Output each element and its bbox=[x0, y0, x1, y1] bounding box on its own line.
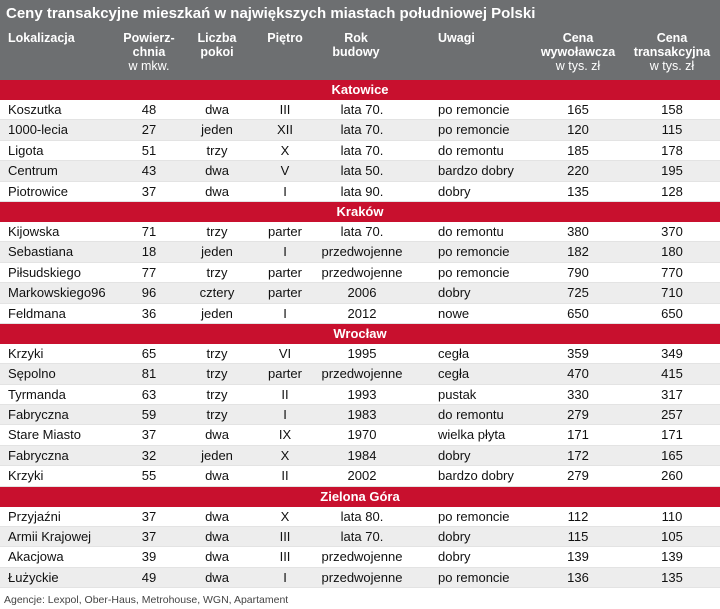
table-cell: 139 bbox=[661, 549, 683, 565]
table-cell: dobry bbox=[438, 285, 471, 301]
table-cell: nowe bbox=[438, 305, 470, 321]
table-cell: 37 bbox=[141, 183, 157, 199]
table-cell: 96 bbox=[141, 285, 157, 301]
table-cell: po remoncie bbox=[438, 102, 510, 117]
table-row bbox=[0, 568, 720, 588]
column-header bbox=[267, 31, 302, 45]
table-cell: przedwojenne bbox=[321, 264, 403, 280]
table-cell: 349 bbox=[661, 345, 683, 361]
table-cell: 105 bbox=[661, 529, 683, 545]
table-cell: lata 50. bbox=[340, 163, 384, 179]
table-cell: 370 bbox=[661, 223, 683, 239]
table-cell: 139 bbox=[567, 549, 589, 565]
table-cell: Armii Krajowej bbox=[8, 529, 92, 545]
table-cell: 1984 bbox=[347, 447, 377, 463]
table-cell: trzy bbox=[206, 407, 228, 423]
table-cell: 257 bbox=[661, 407, 683, 423]
table-cell: 330 bbox=[567, 386, 589, 402]
table-cell: do remontu bbox=[438, 142, 504, 158]
table-cell: 49 bbox=[141, 569, 157, 585]
table-cell: jeden bbox=[201, 122, 233, 138]
column-header bbox=[438, 31, 475, 45]
table-row bbox=[0, 263, 720, 283]
table-cell: 790 bbox=[567, 264, 589, 280]
table-row bbox=[0, 364, 720, 384]
table-row bbox=[0, 466, 720, 486]
table-cell: 112 bbox=[567, 508, 589, 524]
table-cell: cegła bbox=[438, 366, 470, 382]
column-header-line: Cena bbox=[656, 31, 688, 45]
table-cell: 1983 bbox=[347, 407, 377, 423]
table-cell: 171 bbox=[567, 427, 589, 443]
table-cell: I bbox=[283, 569, 287, 585]
table-cell: III bbox=[279, 529, 291, 545]
table-cell: 172 bbox=[567, 447, 589, 463]
table-cell: 725 bbox=[567, 285, 589, 301]
table-cell: przedwojenne bbox=[321, 244, 403, 260]
table-cell: 136 bbox=[567, 569, 589, 585]
table-cell: cztery bbox=[199, 285, 235, 301]
section-header: Zielona Góra bbox=[0, 487, 720, 507]
column-header bbox=[541, 31, 615, 73]
table-cell: przedwojenne bbox=[321, 569, 403, 585]
table-cell: II bbox=[281, 468, 289, 484]
table-cell: IX bbox=[278, 427, 292, 443]
column-header-line: chnia bbox=[132, 45, 166, 59]
table-row bbox=[0, 304, 720, 324]
table-row bbox=[0, 527, 720, 547]
table-cell: przedwojenne bbox=[321, 366, 403, 382]
table-cell: Koszutka bbox=[8, 102, 62, 117]
column-header-line: Cena bbox=[562, 31, 594, 45]
table-cell: trzy bbox=[206, 142, 228, 158]
table-body bbox=[0, 80, 720, 588]
table-cell: 710 bbox=[661, 285, 683, 301]
chart-title: Ceny transakcyjne mieszkań w największych miastach południowej Polski bbox=[0, 0, 720, 28]
column-header-line: Rok bbox=[344, 31, 368, 45]
table-cell: XII bbox=[277, 122, 293, 138]
table-cell: Sebastiana bbox=[8, 244, 74, 260]
table-cell: 171 bbox=[661, 427, 683, 443]
column-header bbox=[332, 31, 379, 59]
column-header-line: Uwagi bbox=[438, 31, 475, 45]
table-cell: Krzyki bbox=[8, 345, 44, 361]
table-cell: 1000-lecia bbox=[8, 122, 68, 138]
column-header-line: wywoławcza bbox=[540, 45, 616, 59]
table-cell: 2012 bbox=[347, 305, 377, 321]
column-header-unit: w mkw. bbox=[128, 59, 170, 73]
column-header bbox=[8, 31, 75, 45]
table-cell: dobry bbox=[438, 549, 471, 565]
table-cell: Kijowska bbox=[8, 223, 60, 239]
table-cell: Przyjaźni bbox=[8, 508, 61, 524]
table-cell: 63 bbox=[141, 386, 157, 402]
table-cell: V bbox=[280, 163, 290, 179]
table-cell: 1970 bbox=[347, 427, 377, 443]
table-row bbox=[0, 507, 720, 527]
table-cell: 59 bbox=[141, 407, 157, 423]
table-cell: 128 bbox=[661, 183, 683, 199]
table-row bbox=[0, 141, 720, 161]
table-cell: trzy bbox=[206, 386, 228, 402]
section-header: Katowice bbox=[0, 80, 720, 100]
table-cell: I bbox=[283, 305, 287, 321]
table-cell: I bbox=[283, 244, 287, 260]
table-row bbox=[0, 344, 720, 364]
table-cell: 220 bbox=[567, 163, 589, 179]
table-cell: dobry bbox=[438, 183, 471, 199]
column-header-unit: w tys. zł bbox=[649, 59, 695, 73]
column-header-line: budowy bbox=[332, 45, 380, 59]
table-cell: 1995 bbox=[347, 345, 377, 361]
table-cell: trzy bbox=[206, 366, 228, 382]
table-cell: do remontu bbox=[438, 223, 504, 239]
table-cell: Feldmana bbox=[8, 305, 66, 321]
column-header bbox=[123, 31, 174, 73]
table-cell: 165 bbox=[567, 102, 589, 117]
column-header-line: Powierz- bbox=[123, 31, 175, 45]
table-cell: 48 bbox=[141, 102, 157, 117]
table-cell: jeden bbox=[201, 244, 233, 260]
column-header-unit: w tys. zł bbox=[555, 59, 601, 73]
table-cell: 650 bbox=[567, 305, 589, 321]
table-cell: lata 70. bbox=[340, 223, 384, 239]
table-cell: 55 bbox=[141, 468, 157, 484]
table-cell: Fabryczna bbox=[8, 447, 69, 463]
table-cell: parter bbox=[268, 366, 302, 382]
column-header bbox=[198, 31, 237, 59]
table-cell: bardzo dobry bbox=[438, 163, 514, 179]
table-cell: dobry bbox=[438, 447, 471, 463]
column-header-line: transakcyjna bbox=[633, 45, 711, 59]
table-cell: III bbox=[279, 549, 291, 565]
table-cell: przedwojenne bbox=[321, 549, 403, 565]
table-cell: parter bbox=[268, 285, 302, 301]
table-cell: po remoncie bbox=[438, 122, 510, 138]
column-header bbox=[634, 31, 710, 73]
table-cell: 2006 bbox=[347, 285, 377, 301]
table-cell: pustak bbox=[438, 386, 477, 402]
table-cell: po remoncie bbox=[438, 508, 510, 524]
table-cell: 77 bbox=[141, 264, 157, 280]
table-cell: 18 bbox=[141, 244, 157, 260]
table-cell: Markowskiego96 bbox=[8, 285, 106, 301]
table-row bbox=[0, 120, 720, 140]
table-cell: dwa bbox=[205, 508, 229, 524]
table-cell: X bbox=[280, 142, 290, 158]
table-cell: jeden bbox=[201, 305, 233, 321]
table-cell: Stare Miasto bbox=[8, 427, 81, 443]
table-row bbox=[0, 100, 720, 120]
table-cell: do remontu bbox=[438, 407, 504, 423]
table-cell: trzy bbox=[206, 345, 228, 361]
table-cell: X bbox=[280, 447, 290, 463]
table-cell: dwa bbox=[205, 529, 229, 545]
table-cell: bardzo dobry bbox=[438, 468, 514, 484]
table-cell: 115 bbox=[567, 529, 589, 545]
section-header: Wrocław bbox=[0, 324, 720, 344]
table-cell: 415 bbox=[661, 366, 683, 382]
column-header-line: Liczba bbox=[197, 31, 237, 45]
column-header-row bbox=[0, 28, 720, 80]
table-cell: 39 bbox=[141, 549, 157, 565]
table-cell: dwa bbox=[205, 102, 229, 117]
table-cell: 51 bbox=[141, 142, 157, 158]
table-cell: Centrum bbox=[8, 163, 58, 179]
table-cell: Tyrmanda bbox=[8, 386, 66, 402]
table-cell: lata 70. bbox=[340, 142, 384, 158]
table-cell: Ligota bbox=[8, 142, 44, 158]
table-row bbox=[0, 242, 720, 262]
table-cell: 135 bbox=[567, 183, 589, 199]
table-cell: 81 bbox=[141, 366, 157, 382]
table-cell: dwa bbox=[205, 549, 229, 565]
table-cell: 178 bbox=[661, 142, 683, 158]
table-cell: 110 bbox=[661, 508, 683, 524]
table-cell: X bbox=[280, 508, 290, 524]
table-row bbox=[0, 425, 720, 445]
table-cell: 37 bbox=[141, 529, 157, 545]
section-header: Kraków bbox=[0, 202, 720, 222]
table-cell: parter bbox=[268, 264, 302, 280]
table-cell: 279 bbox=[567, 407, 589, 423]
table-cell: 27 bbox=[141, 122, 157, 138]
table-cell: II bbox=[281, 386, 289, 402]
table-cell: Sępolno bbox=[8, 366, 56, 382]
table-cell: po remoncie bbox=[438, 244, 510, 260]
table-cell: VI bbox=[278, 345, 292, 361]
table-cell: Piłsudskiego bbox=[8, 264, 81, 280]
table-cell: 770 bbox=[661, 264, 683, 280]
table-cell: 185 bbox=[567, 142, 589, 158]
table-cell: 1993 bbox=[347, 386, 377, 402]
table-cell: 359 bbox=[567, 345, 589, 361]
table-cell: 380 bbox=[567, 223, 589, 239]
table-cell: po remoncie bbox=[438, 264, 510, 280]
table-cell: 2002 bbox=[347, 468, 377, 484]
table-cell: 279 bbox=[567, 468, 589, 484]
table-cell: 470 bbox=[567, 366, 589, 382]
table-cell: wielka płyta bbox=[438, 427, 506, 443]
table-cell: dwa bbox=[205, 183, 229, 199]
table-cell: 115 bbox=[661, 122, 683, 138]
column-header-line: pokoi bbox=[200, 45, 234, 59]
table-cell: 37 bbox=[141, 427, 157, 443]
table-cell: dwa bbox=[205, 427, 229, 443]
table-row bbox=[0, 161, 720, 181]
table-cell: I bbox=[283, 407, 287, 423]
table-cell: Akacjowa bbox=[8, 549, 64, 565]
table-cell: 135 bbox=[661, 569, 683, 585]
table-cell: 165 bbox=[661, 447, 683, 463]
table-cell: 158 bbox=[661, 102, 683, 117]
table-cell: Krzyki bbox=[8, 468, 44, 484]
table-cell: lata 80. bbox=[340, 508, 384, 524]
table-cell: lata 90. bbox=[340, 183, 384, 199]
table-row bbox=[0, 446, 720, 466]
table-row bbox=[0, 182, 720, 202]
table-cell: 180 bbox=[661, 244, 683, 260]
table-cell: 37 bbox=[141, 508, 157, 524]
column-header-line: Piętro bbox=[267, 31, 303, 45]
table-row bbox=[0, 405, 720, 425]
source-note: Agencje: Lexpol, Ober-Haus, Metrohouse, WGN, Apartament bbox=[4, 594, 289, 606]
table-cell: po remoncie bbox=[438, 569, 510, 585]
table-cell: trzy bbox=[206, 223, 228, 239]
table-cell: III bbox=[279, 102, 291, 117]
table-cell: 260 bbox=[661, 468, 683, 484]
table-cell: lata 70. bbox=[340, 122, 384, 138]
table-cell: 650 bbox=[661, 305, 683, 321]
table-cell: dwa bbox=[205, 163, 229, 179]
table-cell: cegła bbox=[438, 345, 470, 361]
table-cell: I bbox=[283, 183, 287, 199]
table-cell: dwa bbox=[205, 569, 229, 585]
table-cell: 36 bbox=[141, 305, 157, 321]
table-cell: 182 bbox=[567, 244, 589, 260]
table-row bbox=[0, 283, 720, 303]
table-cell: dwa bbox=[205, 468, 229, 484]
table-cell: Fabryczna bbox=[8, 407, 69, 423]
table-cell: dobry bbox=[438, 529, 471, 545]
table-row bbox=[0, 547, 720, 567]
table-cell: 43 bbox=[141, 163, 157, 179]
table-cell: lata 70. bbox=[340, 102, 384, 117]
table-cell: 65 bbox=[141, 345, 157, 361]
table-cell: lata 70. bbox=[340, 529, 384, 545]
table-cell: jeden bbox=[201, 447, 233, 463]
table-cell: Łużyckie bbox=[8, 569, 59, 585]
table-cell: 317 bbox=[661, 386, 683, 402]
table-cell: 195 bbox=[661, 163, 683, 179]
table-cell: trzy bbox=[206, 264, 228, 280]
table-cell: 32 bbox=[141, 447, 157, 463]
table-cell: 120 bbox=[567, 122, 589, 138]
table-cell: parter bbox=[268, 223, 302, 239]
column-header-line: Lokalizacja bbox=[8, 31, 75, 45]
table-row bbox=[0, 385, 720, 405]
table-cell: 71 bbox=[141, 223, 157, 239]
table-row bbox=[0, 222, 720, 242]
table-cell: Piotrowice bbox=[8, 183, 68, 199]
